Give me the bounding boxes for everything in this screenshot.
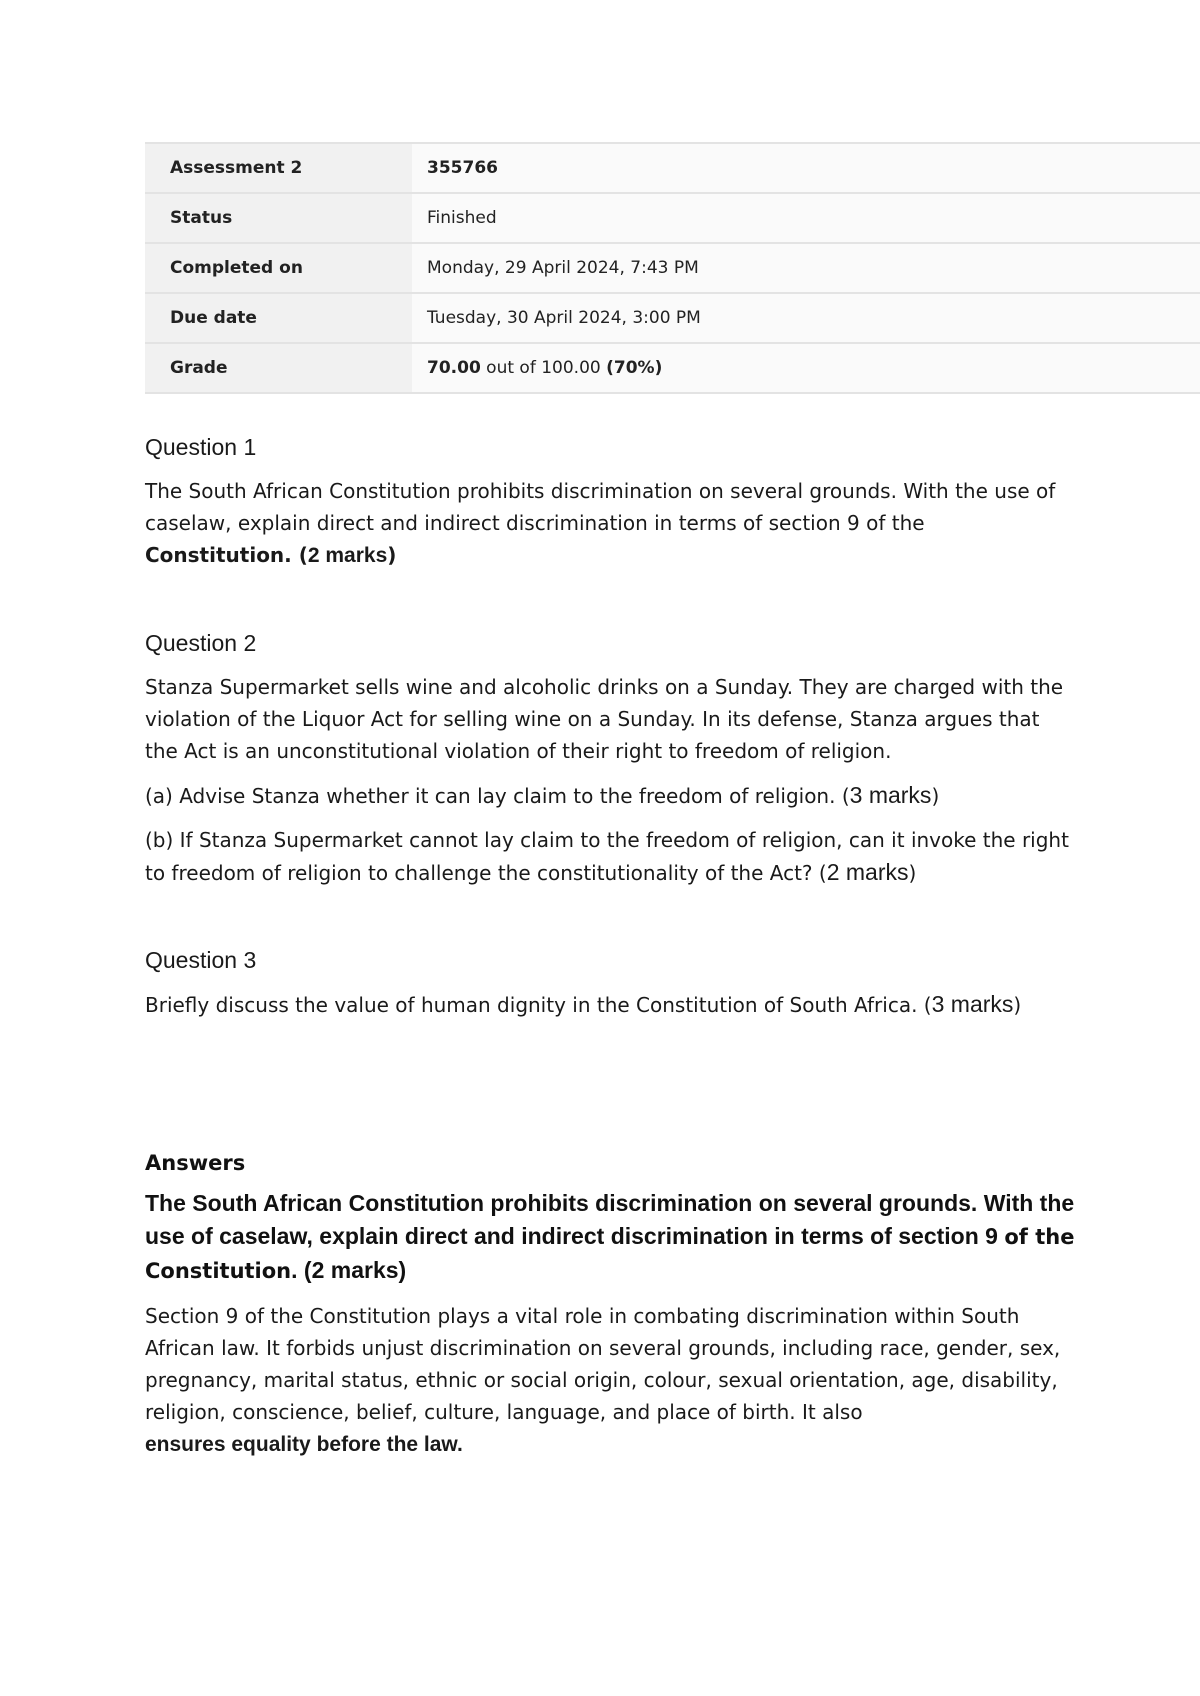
question-1-body: The South African Constitution prohibits discrimination on several grounds. With the use of caselaw, explain direct and indirect discrimination in terms of section 9 of the [145, 479, 1056, 535]
assessment-summary-table [145, 142, 1200, 394]
answer-body [145, 1300, 1075, 1461]
summary-value-status: Finished [412, 193, 1200, 243]
question-text [145, 988, 1075, 1021]
questions-content [145, 434, 1075, 1461]
question-text [145, 475, 1075, 572]
question-3-marks: 3 marks [931, 991, 1014, 1017]
answer-body-strong: ensures equality before the law. [145, 1433, 463, 1456]
question-title: Question 2 [145, 630, 257, 656]
grade-percent: (70%) [606, 358, 663, 378]
question-2 [145, 630, 1075, 889]
question-3-body: Briefly discuss the value of human dignity in the Constitution of South Africa. ( [145, 993, 932, 1017]
part-a-close: ) [931, 784, 940, 808]
summary-label: Assessment 2 [145, 143, 412, 193]
part-b-close: ) [908, 861, 917, 885]
summary-value-completed: Monday, 29 April 2024, 7:43 PM [412, 243, 1200, 293]
question-1-close: ) [387, 543, 397, 567]
summary-row-grade [145, 343, 1200, 393]
summary-value-assessment: 355766 [412, 143, 1200, 193]
part-b-marks: 2 marks [826, 859, 909, 885]
summary-label: Status [145, 193, 412, 243]
question-title: Question 1 [145, 434, 257, 460]
summary-value-due-date: Tuesday, 30 April 2024, 3:00 PM [412, 293, 1200, 343]
answer-question-restated [145, 1187, 1075, 1288]
question-3-close: ) [1013, 993, 1022, 1017]
answers-section [145, 1151, 1075, 1461]
part-a-marks: 3 marks [849, 782, 932, 808]
question-1-marks: 2 marks [307, 544, 388, 567]
question-3 [145, 947, 1075, 1021]
question-title: Question 3 [145, 947, 257, 973]
question-1 [145, 434, 1075, 572]
question-text: Stanza Supermarket sells wine and alcoholic drinks on a Sunday. They are charged with the violation of the Liquor Act for selling wine on a Sunday. In its defense, Stanza argues that the Act is an unconstitutional violation of their right to freedom of religion. [145, 675, 1064, 763]
summary-value-grade [412, 343, 1200, 393]
grade-out-of: out of 100.00 [480, 358, 607, 378]
summary-row-due-date [145, 293, 1200, 343]
answers-heading: Answers [145, 1151, 246, 1175]
part-b-text: (b) If Stanza Supermarket cannot lay claim to the freedom of religion, can it invoke the right to freedom of religion to challenge the constitutionality of the Act? ( [145, 828, 1069, 885]
question-2-part-a [145, 779, 1075, 812]
grade-score: 70.00 [427, 358, 481, 378]
summary-row-assessment [145, 143, 1200, 193]
answer-question-end: . (2 marks) [291, 1257, 407, 1283]
answer-body-text: Section 9 of the Constitution plays a vital role in combating discrimination within South African law. It forbids unjust discrimination on several grounds, including race, gender, sex, pregnancy, marital status, ethnic or social origin, colour, sexual orientation, age, disability, religion, conscience, belief, culture, language, and place of birth. It also [145, 1304, 1061, 1424]
summary-label: Completed on [145, 243, 412, 293]
summary-row-completed [145, 243, 1200, 293]
summary-label: Grade [145, 343, 412, 393]
summary-row-status [145, 193, 1200, 243]
answer-question-text: The South African Constitution prohibits discrimination on several grounds. With the use of caselaw, explain direct and indirect discrimination in terms of section 9 [145, 1190, 1075, 1249]
answer-question-strong: of the Constitution [145, 1225, 1075, 1283]
question-2-part-b [145, 824, 1075, 889]
question-1-strong: Constitution. ( [145, 543, 308, 567]
part-a-text: (a) Advise Stanza whether it can lay claim to the freedom of religion. ( [145, 784, 850, 808]
summary-label: Due date [145, 293, 412, 343]
